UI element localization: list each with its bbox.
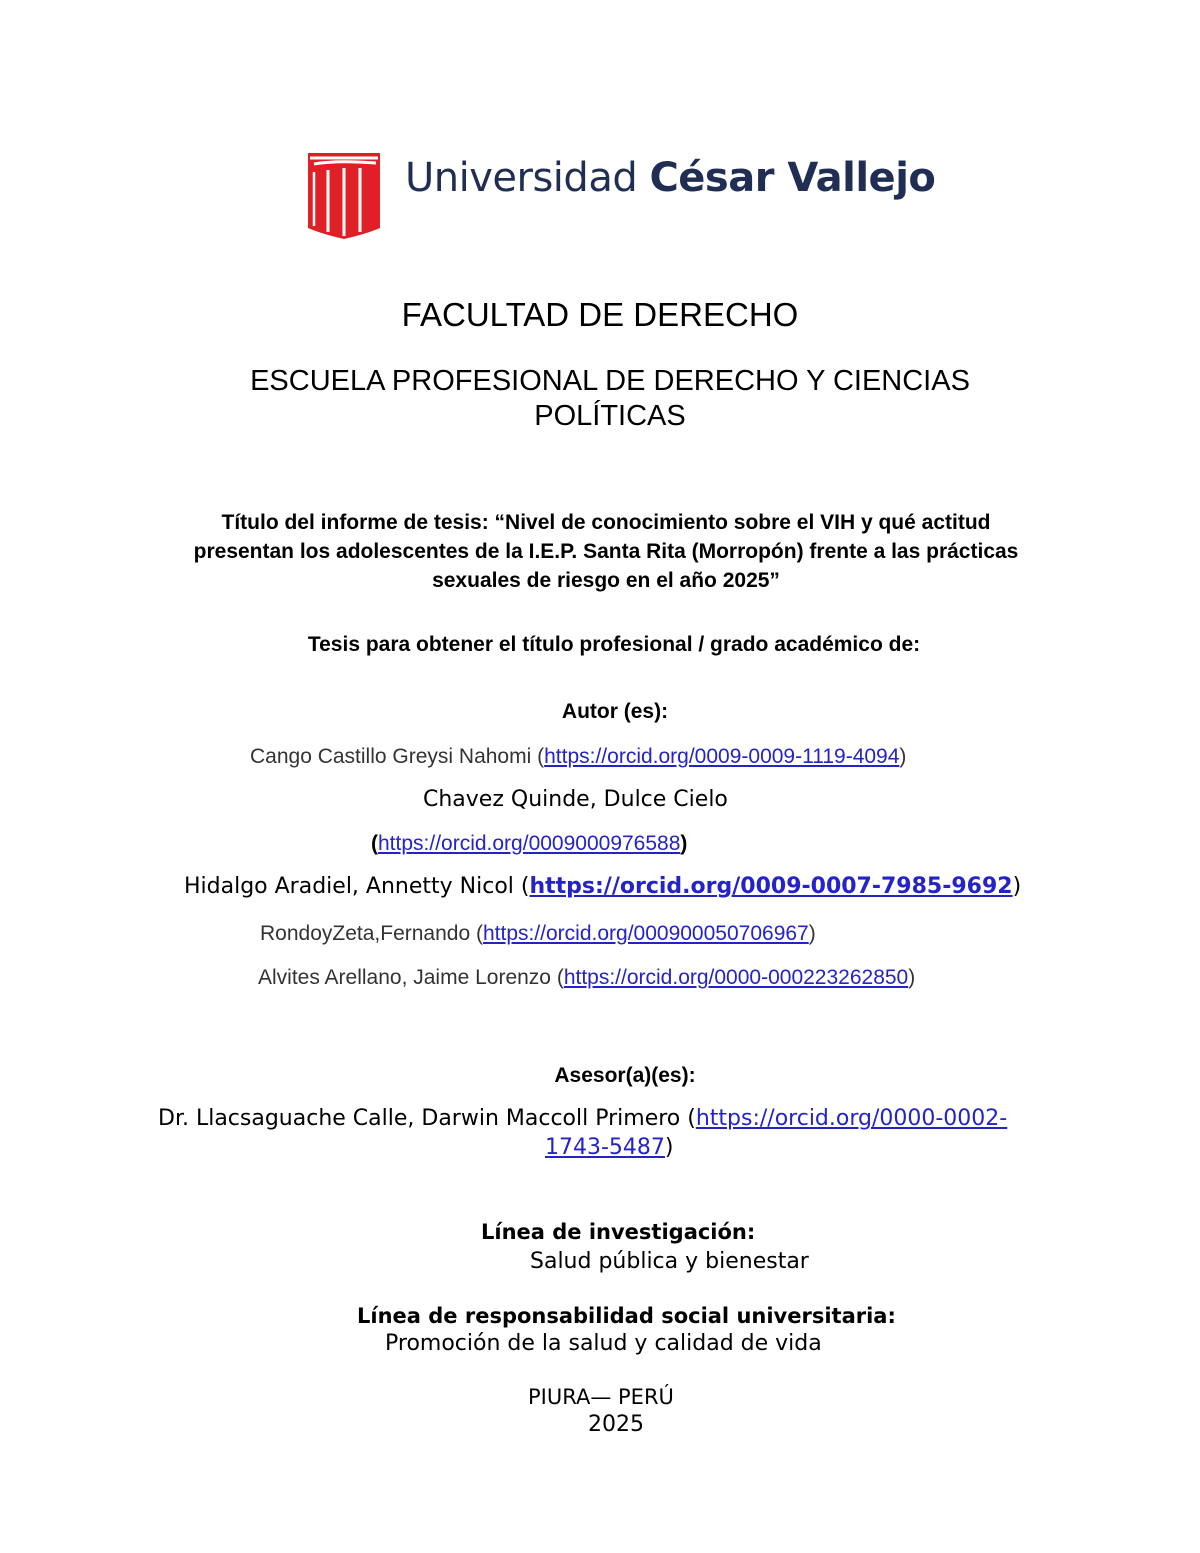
author-3-orcid-link[interactable]: https://orcid.org/0009-0007-7985-9692 bbox=[529, 874, 1013, 899]
wordmark-regular: Universidad bbox=[405, 155, 638, 201]
university-wordmark bbox=[405, 155, 935, 201]
author-5-name: Alvites Arellano, Jaime Lorenzo ( bbox=[258, 966, 564, 989]
author-1-close: ) bbox=[899, 745, 907, 768]
university-shield-logo bbox=[306, 150, 382, 240]
research-line-heading: Línea de investigación: bbox=[481, 1220, 756, 1244]
author-1 bbox=[250, 745, 906, 769]
thesis-title-line2: presentan los adolescentes de la I.E.P. Santa Rita (Morropón) frente a las prácticas bbox=[193, 540, 1019, 563]
author-2-open: ( bbox=[371, 832, 378, 855]
author-4 bbox=[260, 922, 816, 946]
wordmark-bold: César Vallejo bbox=[649, 155, 936, 201]
advisor-orcid-link-part1[interactable]: https://orcid.org/0000-0002- bbox=[695, 1106, 1008, 1131]
author-2-close: ) bbox=[680, 832, 688, 855]
advisor-close: ) bbox=[664, 1135, 674, 1160]
author-3 bbox=[184, 874, 1021, 899]
authors-heading: Autor (es): bbox=[561, 700, 669, 723]
school-heading-line1: ESCUELA PROFESIONAL DE DERECHO Y CIENCIAS bbox=[250, 365, 970, 397]
author-2-orcid-link[interactable]: https://orcid.org/0009000976588 bbox=[378, 832, 681, 855]
advisors-heading: Asesor(a)(es): bbox=[554, 1064, 696, 1087]
advisor-line2 bbox=[545, 1135, 674, 1160]
thesis-title-label: Título del informe de tesis: bbox=[221, 511, 489, 534]
author-5-orcid-link[interactable]: https://orcid.org/0000-000223262850 bbox=[563, 966, 909, 989]
rsu-value: Promoción de la salud y calidad de vida bbox=[385, 1331, 822, 1356]
thesis-title-text-start: “Nivel de conocimiento sobre el VIH y qué actitud bbox=[494, 511, 991, 534]
rsu-heading: Línea de responsabilidad social universitaria: bbox=[357, 1304, 896, 1328]
research-line-value: Salud pública y bienestar bbox=[530, 1249, 809, 1274]
author-3-close: ) bbox=[1012, 874, 1022, 899]
author-1-orcid-link[interactable]: https://orcid.org/0009-0009-1119-4094 bbox=[544, 745, 900, 768]
advisor-name: Dr. Llacsaguache Calle, Darwin Maccoll Primero ( bbox=[158, 1106, 696, 1131]
place: PIURA— PERÚ bbox=[528, 1385, 674, 1409]
year: 2025 bbox=[588, 1412, 644, 1437]
advisor-line1 bbox=[158, 1106, 1007, 1131]
faculty-heading: FACULTAD DE DERECHO bbox=[401, 296, 799, 333]
author-2-orcid-line bbox=[371, 832, 687, 856]
author-3-name: Hidalgo Aradiel, Annetty Nicol ( bbox=[184, 874, 530, 899]
advisor-orcid-link-part2[interactable]: 1743-5487 bbox=[545, 1135, 665, 1160]
author-4-name: RondoyZeta,Fernando ( bbox=[260, 922, 483, 945]
thesis-title-line3: sexuales de riesgo en el año 2025” bbox=[432, 569, 780, 592]
author-1-name: Cango Castillo Greysi Nahomi ( bbox=[250, 745, 545, 768]
author-4-orcid-link[interactable]: https://orcid.org/000900050706967 bbox=[482, 922, 809, 945]
author-2-name: Chavez Quinde, Dulce Cielo bbox=[423, 787, 728, 812]
author-4-close: ) bbox=[808, 922, 816, 945]
author-5-close: ) bbox=[908, 966, 916, 989]
school-heading-line2: POLÍTICAS bbox=[534, 400, 686, 432]
thesis-title-line1 bbox=[6, 508, 1200, 537]
author-5 bbox=[258, 966, 915, 990]
degree-line: Tesis para obtener el título profesional / grado académico de: bbox=[307, 633, 921, 656]
